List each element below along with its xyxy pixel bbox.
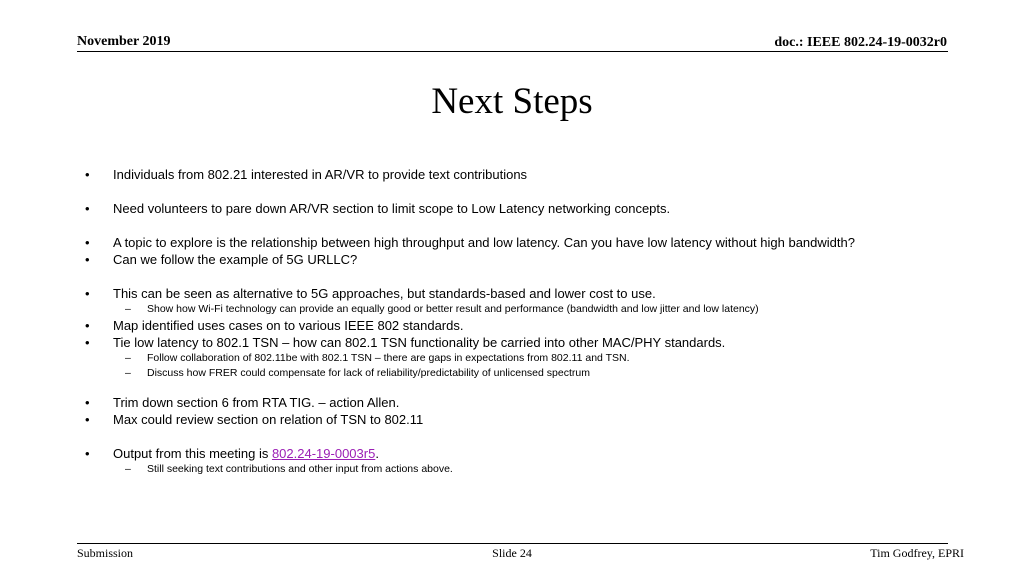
sub-bullet-text: Show how Wi-Fi technology can provide an equally good or better result and performance (bandwidth and low jitter and low latency)	[147, 303, 759, 315]
footer-author: Tim Godfrey, EPRI	[870, 546, 964, 560]
bullet-item	[85, 200, 965, 217]
bullet-item	[85, 234, 965, 251]
bullet-marker: •	[85, 412, 90, 427]
slide-title: Next Steps	[431, 81, 593, 122]
bullet-item	[85, 445, 965, 462]
bullet-text: Map identified uses cases on to various IEEE 802 standards.	[113, 318, 464, 333]
bullet-marker: •	[85, 318, 90, 333]
bullet-item	[85, 317, 965, 334]
slide-content	[85, 166, 965, 477]
bullet-text: Need volunteers to pare down AR/VR section to limit scope to Low Latency networking concepts.	[113, 201, 671, 216]
bullet-text: Trim down section 6 from RTA TIG. – action Allen.	[113, 395, 400, 410]
sub-bullet-marker: –	[125, 303, 131, 315]
header-rule	[77, 51, 948, 52]
bullet-marker: •	[85, 286, 90, 301]
bullet-item	[85, 251, 965, 268]
bullet-item	[85, 411, 965, 428]
bullet-marker: •	[85, 446, 90, 461]
sub-bullet-marker: –	[125, 352, 131, 364]
footer-rule	[77, 543, 948, 544]
bullet-marker: •	[85, 201, 90, 216]
sub-bullet-marker: –	[125, 463, 131, 475]
bullet-text: A topic to explore is the relationship between high throughput and low latency. Can you have low latency without high bandwidth?	[113, 235, 855, 250]
bullet-text: Output from this meeting is	[113, 446, 272, 461]
sub-bullet-text: Follow collaboration of 802.11be with 802.1 TSN – there are gaps in expectations from 802.11 and TSN.	[147, 352, 630, 364]
bullet-text: This can be seen as alternative to 5G approaches, but standards-based and lower cost to use.	[113, 286, 656, 301]
bullet-text: Tie low latency to 802.1 TSN – how can 802.1 TSN functionality be carried into other MAC/PHY standards.	[113, 335, 726, 350]
bullet-marker: •	[85, 252, 90, 267]
bullet-item	[85, 285, 965, 302]
header-date: November 2019	[77, 34, 171, 49]
bullet-text: Individuals from 802.21 interested in AR/VR to provide text contributions	[113, 167, 528, 182]
sub-bullet-item	[85, 462, 965, 477]
bullet-text: Can we follow the example of 5G URLLC?	[113, 252, 358, 267]
bullet-item	[85, 334, 965, 351]
minutes-document-link[interactable]: 802.24-19-0003r5	[271, 446, 376, 461]
bullet-text: Max could review section on relation of TSN to 802.11	[113, 412, 424, 427]
sub-bullet-text: Still seeking text contributions and other input from actions above.	[147, 463, 453, 475]
sub-bullet-item	[85, 302, 965, 317]
sub-bullet-item	[85, 366, 965, 381]
bullet-marker: •	[85, 235, 90, 250]
bullet-item	[85, 166, 965, 183]
sub-bullet-item	[85, 351, 965, 366]
bullet-marker: •	[85, 395, 90, 410]
link-trailing-period: .	[375, 446, 379, 461]
footer-submission: Submission	[77, 546, 134, 560]
sub-bullet-text: Discuss how FRER could compensate for lack of reliability/predictability of unlicensed spectrum	[147, 367, 590, 379]
bullet-marker: •	[85, 167, 90, 182]
bullet-marker: •	[85, 335, 90, 350]
bullet-item	[85, 394, 965, 411]
header-doc-id: doc.: IEEE 802.24-19-0032r0	[774, 35, 947, 50]
footer-slide-number: Slide 24	[492, 546, 532, 560]
sub-bullet-marker: –	[125, 367, 131, 379]
